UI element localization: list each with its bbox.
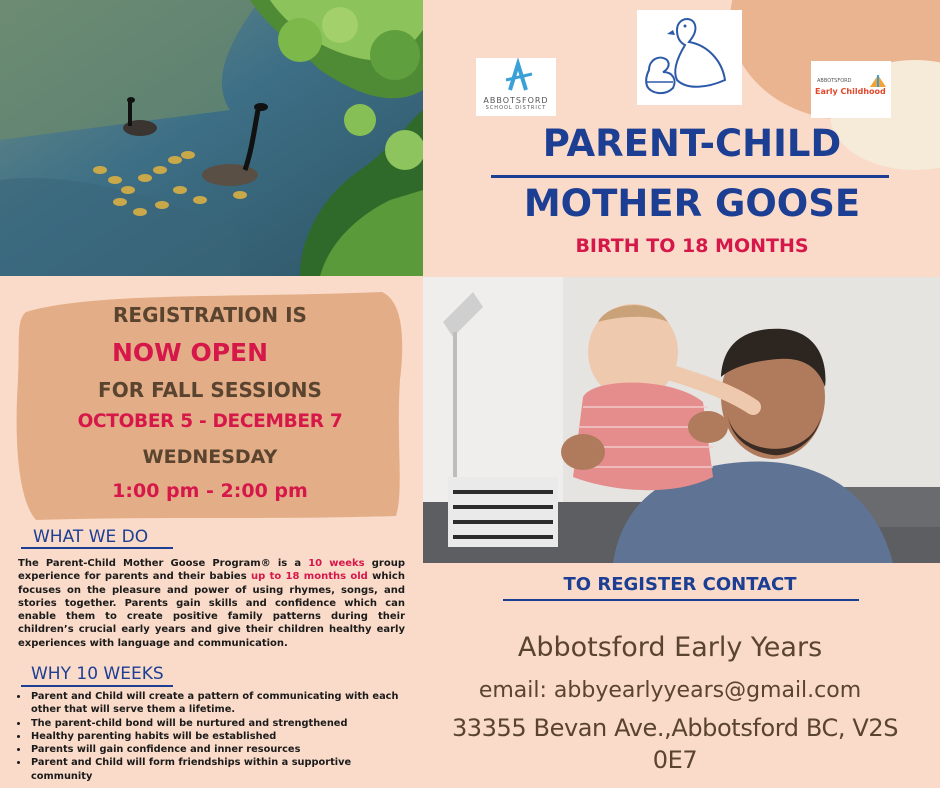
district-logo-text: ABBOTSFORD — [483, 96, 549, 105]
what-we-do-heading: WHAT WE DO — [21, 527, 173, 549]
geese-pond-photo — [0, 0, 423, 276]
why-10-weeks-heading: WHY 10 WEEKS — [21, 663, 173, 687]
contact-divider — [503, 599, 859, 601]
title-line-1: PARENT-CHILD — [542, 122, 842, 165]
paragraph-text: The Parent-Child Mother Goose Program® is a — [18, 558, 309, 569]
registration-panel — [12, 290, 408, 522]
list-item: • Parents will gain confidence and inner resources — [29, 743, 405, 756]
contact-address: 33355 Bevan Ave.,Abbotsford BC, V2S 0E7 — [451, 714, 899, 774]
registration-line-3: FOR FALL SESSIONS — [98, 378, 322, 402]
highlight-age: up to 18 months old — [250, 571, 368, 583]
early-logo-small-text: ABBOTSFORD — [817, 78, 852, 84]
early-logo-text: Early Childhood — [815, 87, 886, 96]
list-item: • Parent and Child will form friendships within a supportive community — [29, 756, 405, 783]
paragraph-text: group experience for parents and their babies — [18, 558, 405, 583]
abbotsford-school-district-logo — [476, 58, 556, 116]
mother-goose-logo — [637, 10, 742, 105]
district-logo-subtext: SCHOOL DISTRICT — [485, 105, 547, 111]
list-item: • Parent and Child will create a pattern of communicating with each other that will serve them a lifetime. — [29, 690, 405, 717]
subtitle: BIRTH TO 18 MONTHS — [575, 235, 809, 257]
contact-heading: TO REGISTER CONTACT — [563, 574, 797, 595]
session-day: WEDNESDAY — [142, 446, 278, 468]
what-we-do-paragraph — [18, 557, 405, 650]
list-item: • The parent-child bond will be nurtured and strengthened — [29, 717, 405, 730]
father-baby-photo — [423, 277, 940, 563]
why-list — [10, 690, 405, 783]
title-divider — [491, 175, 889, 178]
registration-line-1: REGISTRATION IS — [113, 303, 307, 327]
now-open-text: NOW OPEN — [112, 338, 269, 367]
kite-icon — [868, 73, 888, 89]
highlight-10-weeks: 10 weeks — [308, 558, 365, 569]
paragraph-text: which focuses on the pleasure and power of using rhymes, songs, and stories together. Parents gain skills and confidence which can enable them to create positive family patterns during their children’s crucial early years and give their children healthy early experiences with language and communication. — [18, 571, 405, 649]
session-time: 1:00 pm - 2:00 pm — [112, 480, 308, 502]
list-item: • Healthy parenting habits will be established — [29, 730, 405, 743]
abbotsford-early-childhood-logo — [811, 61, 891, 118]
contact-email[interactable]: email: abbyearlyyears@gmail.com — [478, 678, 862, 703]
title-line-2: MOTHER GOOSE — [523, 182, 861, 225]
session-dates: OCTOBER 5 - DECEMBER 7 — [77, 411, 343, 432]
contact-org: Abbotsford Early Years — [517, 632, 823, 663]
